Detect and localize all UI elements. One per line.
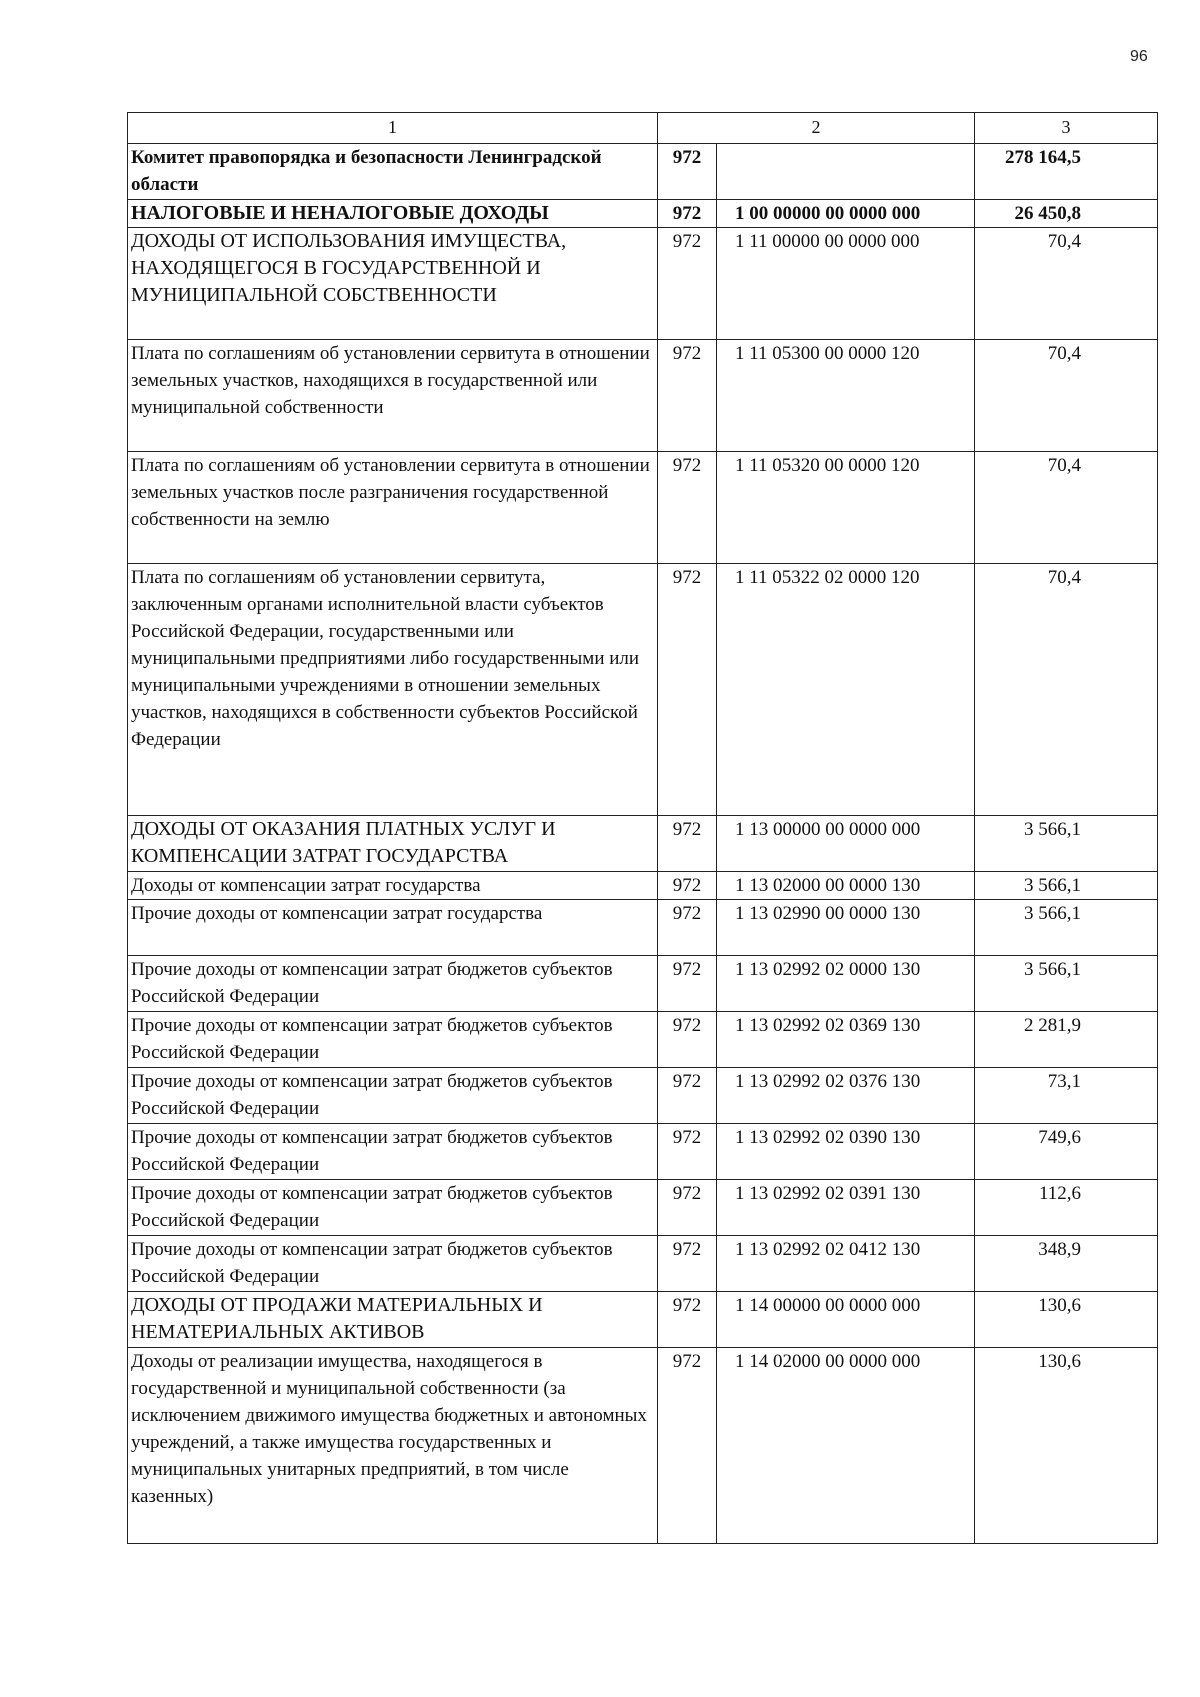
row-admin-cell: 972 (658, 956, 717, 1012)
row-amount-cell: 70,4 (975, 564, 1158, 816)
row-admin-cell: 972 (658, 900, 717, 956)
table-row (128, 1236, 1158, 1292)
revenue-table (127, 112, 1158, 1544)
table-body (128, 144, 1158, 1544)
row-admin-cell: 972 (658, 1068, 717, 1124)
row-name-cell: Прочие доходы от компенсации затрат бюджетов субъектов Российской Федерации (128, 1236, 658, 1292)
table-row (128, 1180, 1158, 1236)
row-amount-cell: 2 281,9 (975, 1012, 1158, 1068)
row-amount-cell: 70,4 (975, 228, 1158, 340)
header-col-3: 3 (975, 113, 1158, 144)
row-amount-cell: 112,6 (975, 1180, 1158, 1236)
table-row (128, 872, 1158, 900)
page-number: 96 (1130, 48, 1148, 65)
table-row (128, 1068, 1158, 1124)
table-row (128, 452, 1158, 564)
table-row (128, 956, 1158, 1012)
table-row (128, 1348, 1158, 1544)
row-amount-cell: 749,6 (975, 1124, 1158, 1180)
row-admin-cell: 972 (658, 200, 717, 228)
row-name-cell: ДОХОДЫ ОТ ИСПОЛЬЗОВАНИЯ ИМУЩЕСТВА, НАХОДЯЩЕГОСЯ В ГОСУДАРСТВЕННОЙ И МУНИЦИПАЛЬНОЙ СОБСТВЕННОСТИ (128, 228, 658, 340)
table-row (128, 200, 1158, 228)
row-code-cell: 1 13 02992 02 0000 130 (717, 956, 975, 1012)
row-code-cell: 1 13 02992 02 0369 130 (717, 1012, 975, 1068)
row-amount-cell: 3 566,1 (975, 956, 1158, 1012)
header-col-2: 2 (658, 113, 975, 144)
row-amount-cell: 130,6 (975, 1292, 1158, 1348)
row-amount-cell: 3 566,1 (975, 900, 1158, 956)
header-col-1: 1 (128, 113, 658, 144)
row-name-cell: Прочие доходы от компенсации затрат бюджетов субъектов Российской Федерации (128, 1068, 658, 1124)
table-row (128, 1012, 1158, 1068)
row-name-cell: ДОХОДЫ ОТ ПРОДАЖИ МАТЕРИАЛЬНЫХ И НЕМАТЕРИАЛЬНЫХ АКТИВОВ (128, 1292, 658, 1348)
row-amount-cell: 70,4 (975, 340, 1158, 452)
row-name-cell: Доходы от реализации имущества, находящегося в государственной и муниципальной собственности (за исключением движимого имущества бюджетных и автономных учреждений, а также имущества государственных и муниципальных унитарных предприятий, в том числе казенных) (128, 1348, 658, 1544)
row-admin-cell: 972 (658, 452, 717, 564)
row-code-cell: 1 13 02992 02 0391 130 (717, 1180, 975, 1236)
row-name-cell: Прочие доходы от компенсации затрат бюджетов субъектов Российской Федерации (128, 1012, 658, 1068)
row-admin-cell: 972 (658, 816, 717, 872)
row-amount-cell: 3 566,1 (975, 872, 1158, 900)
row-code-cell: 1 11 00000 00 0000 000 (717, 228, 975, 340)
table-row (128, 228, 1158, 340)
table-row (128, 1292, 1158, 1348)
row-admin-cell: 972 (658, 340, 717, 452)
row-admin-cell: 972 (658, 1124, 717, 1180)
row-amount-cell: 3 566,1 (975, 816, 1158, 872)
row-name-cell: Плата по соглашениям об установлении сервитута в отношении земельных участков, находящихся в государственной или муниципальной собственности (128, 340, 658, 452)
table-row (128, 816, 1158, 872)
row-name-cell: ДОХОДЫ ОТ ОКАЗАНИЯ ПЛАТНЫХ УСЛУГ И КОМПЕНСАЦИИ ЗАТРАТ ГОСУДАРСТВА (128, 816, 658, 872)
row-admin-cell: 972 (658, 564, 717, 816)
row-name-cell: Доходы от компенсации затрат государства (128, 872, 658, 900)
row-name-cell: Прочие доходы от компенсации затрат бюджетов субъектов Российской Федерации (128, 956, 658, 1012)
row-name-cell: Плата по соглашениям об установлении сервитута, заключенным органами исполнительной власти субъектов Российской Федерации, государственными или муниципальными предприятиями либо государственными или муниципальными учреждениями в отношении земельных участков, находящихся в собственности субъектов Российской Федерации (128, 564, 658, 816)
row-code-cell: 1 13 00000 00 0000 000 (717, 816, 975, 872)
row-amount-cell: 70,4 (975, 452, 1158, 564)
row-code-cell: 1 13 02992 02 0412 130 (717, 1236, 975, 1292)
row-code-cell: 1 00 00000 00 0000 000 (717, 200, 975, 228)
table-header (128, 113, 1158, 144)
table-row (128, 144, 1158, 200)
row-name-cell: Прочие доходы от компенсации затрат бюджетов субъектов Российской Федерации (128, 1180, 658, 1236)
table-row (128, 340, 1158, 452)
table-row (128, 900, 1158, 956)
row-code-cell: 1 14 02000 00 0000 000 (717, 1348, 975, 1544)
row-admin-cell: 972 (658, 1180, 717, 1236)
row-code-cell: 1 14 00000 00 0000 000 (717, 1292, 975, 1348)
row-code-cell: 1 13 02000 00 0000 130 (717, 872, 975, 900)
row-amount-cell: 348,9 (975, 1236, 1158, 1292)
row-amount-cell: 278 164,5 (975, 144, 1158, 200)
row-code-cell: 1 13 02992 02 0390 130 (717, 1124, 975, 1180)
table-row (128, 1124, 1158, 1180)
row-code-cell: 1 11 05300 00 0000 120 (717, 340, 975, 452)
row-amount-cell: 73,1 (975, 1068, 1158, 1124)
row-amount-cell: 26 450,8 (975, 200, 1158, 228)
row-code-cell (717, 144, 975, 200)
row-code-cell: 1 11 05320 00 0000 120 (717, 452, 975, 564)
row-admin-cell: 972 (658, 144, 717, 200)
row-name-cell: Прочие доходы от компенсации затрат государства (128, 900, 658, 956)
row-admin-cell: 972 (658, 1012, 717, 1068)
row-admin-cell: 972 (658, 1236, 717, 1292)
row-code-cell: 1 13 02990 00 0000 130 (717, 900, 975, 956)
row-name-cell: Прочие доходы от компенсации затрат бюджетов субъектов Российской Федерации (128, 1124, 658, 1180)
row-admin-cell: 972 (658, 872, 717, 900)
row-admin-cell: 972 (658, 1348, 717, 1544)
row-name-cell: НАЛОГОВЫЕ И НЕНАЛОГОВЫЕ ДОХОДЫ (128, 200, 658, 228)
row-name-cell: Плата по соглашениям об установлении сервитута в отношении земельных участков после разграничения государственной собственности на землю (128, 452, 658, 564)
row-admin-cell: 972 (658, 1292, 717, 1348)
row-name-cell: Комитет правопорядка и безопасности Ленинградской области (128, 144, 658, 200)
row-code-cell: 1 11 05322 02 0000 120 (717, 564, 975, 816)
row-admin-cell: 972 (658, 228, 717, 340)
row-code-cell: 1 13 02992 02 0376 130 (717, 1068, 975, 1124)
table-row (128, 564, 1158, 816)
row-amount-cell: 130,6 (975, 1348, 1158, 1544)
